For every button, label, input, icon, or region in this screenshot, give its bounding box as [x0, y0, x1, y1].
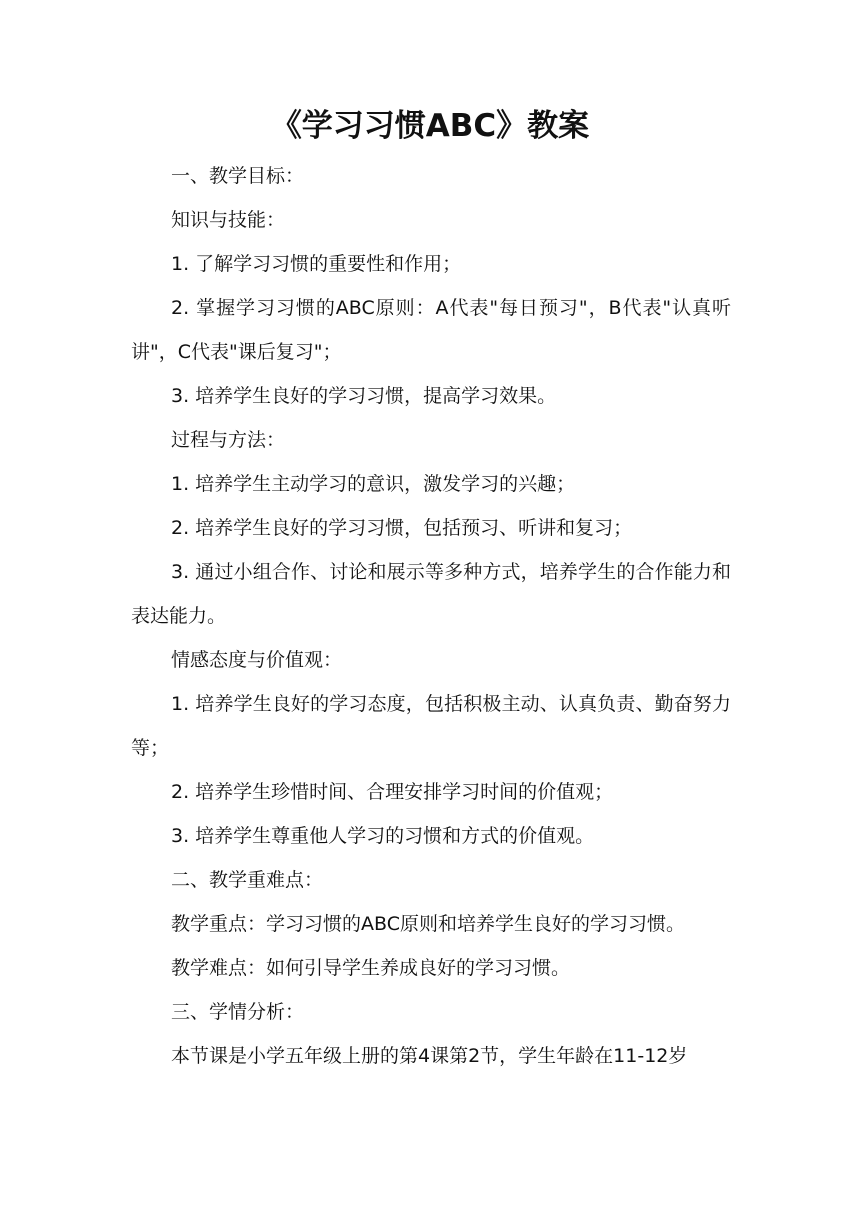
subheading-emotion-values: 情感态度与价值观： [171, 649, 343, 671]
list-item: 2. 培养学生良好的学习习惯，包括预习、听讲和复习； [171, 517, 633, 539]
list-item: 2. 掌握学习习惯的ABC原则：A代表"每日预习"，B代表"认真听讲"，C代表"课后复习"； [131, 297, 731, 363]
list-item: 2. 培养学生珍惜时间、合理安排学习时间的价值观； [171, 781, 614, 803]
section-heading-student-analysis: 三、学情分析： [171, 1001, 305, 1023]
document-body [131, 154, 731, 1078]
section-heading-objectives: 一、教学目标： [171, 165, 305, 187]
subheading-process-methods: 过程与方法： [171, 429, 286, 451]
key-point-text: 教学重点：学习习惯的ABC原则和培养学生良好的学习习惯。 [171, 913, 685, 935]
section-heading-key-points: 二、教学重难点： [171, 869, 324, 891]
difficult-point-text: 教学难点：如何引导学生养成良好的学习习惯。 [171, 957, 571, 979]
analysis-text: 本节课是小学五年级上册的第4课第2节，学生年龄在11-12岁 [171, 1045, 688, 1067]
list-item: 1. 培养学生主动学习的意识，激发学习的兴趣； [171, 473, 576, 495]
list-item: 3. 培养学生良好的学习习惯，提高学习效果。 [171, 385, 557, 407]
list-item: 3. 通过小组合作、讨论和展示等多种方式，培养学生的合作能力和表达能力。 [131, 561, 731, 627]
list-item: 1. 了解学习习惯的重要性和作用； [171, 253, 462, 275]
document-title: 《学习习惯ABC》教案 [270, 108, 590, 144]
subheading-knowledge-skills: 知识与技能： [171, 209, 286, 231]
list-item: 3. 培养学生尊重他人学习的习惯和方式的价值观。 [171, 825, 595, 847]
list-item: 1. 培养学生良好的学习态度，包括积极主动、认真负责、勤奋努力等； [131, 693, 731, 759]
